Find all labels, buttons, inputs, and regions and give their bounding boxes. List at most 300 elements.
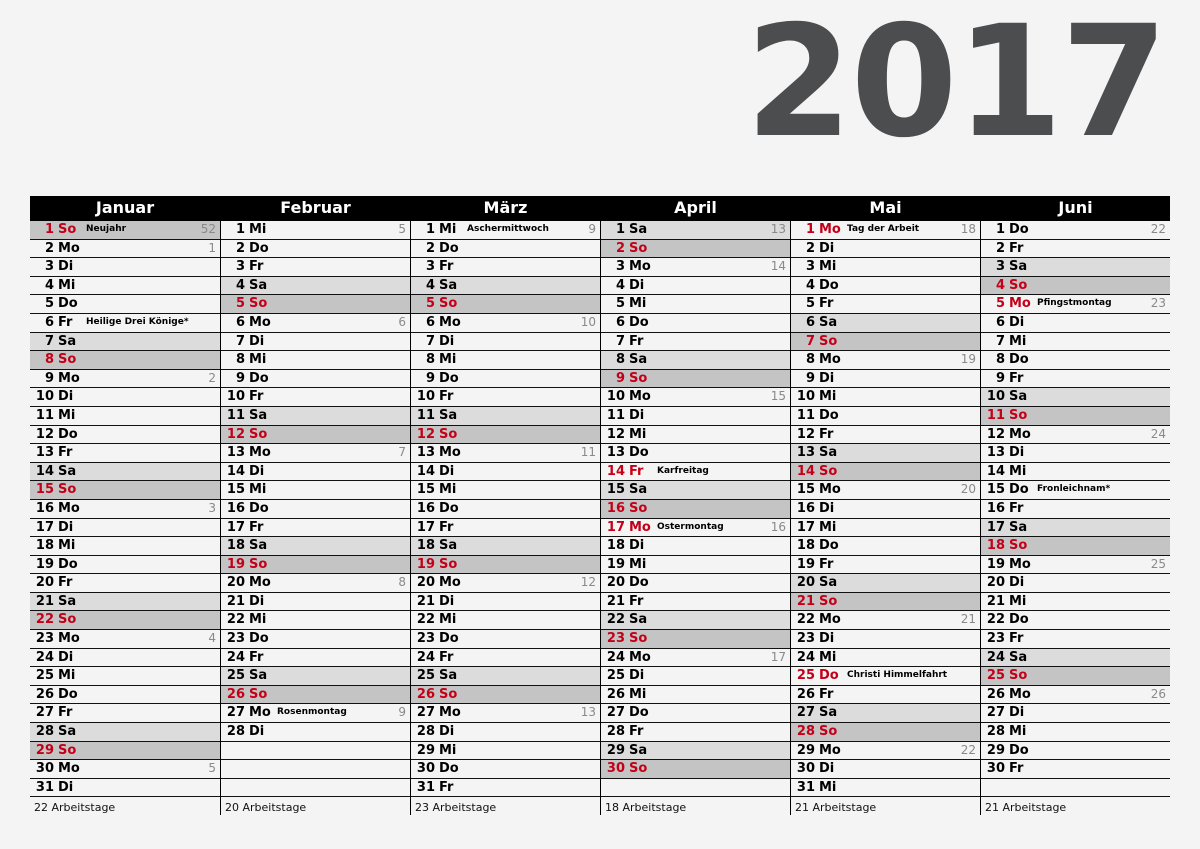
day-number: 7 (235, 333, 245, 349)
day-row (30, 556, 220, 575)
day-number: 2 (425, 240, 435, 256)
weekday: Fr (439, 259, 454, 275)
day-number: 22 (986, 612, 1005, 628)
weekday: Sa (1009, 259, 1028, 275)
day-row (411, 611, 600, 630)
day-row (981, 333, 1170, 352)
weekday: So (629, 761, 648, 777)
weekday: Mo (1009, 296, 1031, 312)
month-column (410, 196, 600, 815)
day-row (30, 742, 220, 761)
day-row (791, 351, 980, 370)
day-row (791, 649, 980, 668)
day-number: 2 (805, 240, 815, 256)
day-number: 30 (606, 761, 625, 777)
day-number: 13 (416, 445, 435, 461)
weekday: Mo (819, 742, 841, 758)
day-row (411, 388, 600, 407)
day-row (981, 388, 1170, 407)
day-number: 25 (796, 668, 815, 684)
weekday: Sa (58, 724, 77, 740)
day-number: 14 (986, 463, 1005, 479)
day-number: 1 (44, 222, 54, 237)
holiday-label: Fronleichnam* (1037, 484, 1111, 495)
weekday: Mi (439, 612, 457, 628)
week-number: 9 (588, 222, 596, 236)
weekday: Mi (249, 612, 267, 628)
day-row (601, 686, 790, 705)
day-row (411, 630, 600, 649)
weekday: So (439, 686, 458, 702)
day-list (30, 220, 220, 797)
day-number: 15 (226, 482, 245, 498)
weekday: Mi (1009, 463, 1027, 479)
day-number: 13 (986, 445, 1005, 461)
day-row (221, 630, 410, 649)
weekday: So (58, 352, 77, 368)
weekday: Do (1009, 352, 1029, 368)
weekday: Fr (58, 705, 73, 721)
day-number: 12 (416, 426, 435, 442)
day-number: 28 (226, 724, 245, 740)
weekday: Fr (819, 556, 834, 572)
day-number: 3 (995, 259, 1005, 275)
day-row (221, 593, 410, 612)
day-number: 10 (796, 389, 815, 405)
weekday: Mo (819, 222, 841, 237)
day-row (791, 277, 980, 296)
weekday: Mo (819, 352, 841, 368)
day-row (221, 426, 410, 445)
weekday: Mo (249, 314, 271, 330)
weekday: So (1009, 538, 1028, 554)
day-number: 8 (235, 352, 245, 368)
day-number: 5 (425, 296, 435, 312)
empty-row (981, 779, 1170, 798)
day-number: 11 (606, 407, 625, 423)
day-number: 17 (986, 519, 1005, 535)
day-row (601, 574, 790, 593)
day-row (411, 314, 600, 333)
day-row (411, 277, 600, 296)
day-number: 4 (425, 277, 435, 293)
weekday: Mo (249, 705, 271, 721)
month-column (600, 196, 790, 815)
day-number: 24 (986, 649, 1005, 665)
weekday: Mo (58, 240, 80, 256)
day-row (791, 240, 980, 259)
weekday: Di (629, 277, 645, 293)
weekday: Mi (439, 352, 457, 368)
day-row (791, 463, 980, 482)
empty-row (601, 779, 790, 798)
day-number: 17 (606, 519, 625, 535)
day-row (30, 277, 220, 296)
weekday: Mo (439, 314, 461, 330)
empty-row (221, 760, 410, 779)
day-number: 5 (44, 296, 54, 312)
day-number: 24 (606, 649, 625, 665)
weekday: Di (58, 779, 74, 795)
day-number: 4 (615, 277, 625, 293)
weekday: Do (58, 426, 78, 442)
day-row (791, 723, 980, 742)
day-row (30, 704, 220, 723)
weekday: Di (819, 500, 835, 516)
day-number: 9 (995, 370, 1005, 386)
day-row (411, 500, 600, 519)
weekday: Di (819, 240, 835, 256)
day-row (411, 779, 600, 798)
day-number: 18 (606, 538, 625, 554)
day-row (411, 537, 600, 556)
day-row (221, 370, 410, 389)
day-number: 21 (35, 593, 54, 609)
day-number: 20 (226, 575, 245, 591)
day-row (981, 221, 1170, 240)
month-header: Januar (30, 196, 220, 220)
weekday: Fr (1009, 761, 1024, 777)
day-number: 28 (986, 724, 1005, 740)
day-row (601, 221, 790, 240)
weekday: Mo (629, 649, 651, 665)
day-number: 27 (796, 705, 815, 721)
weekday: Di (1009, 575, 1025, 591)
day-number: 2 (44, 240, 54, 256)
day-row (411, 519, 600, 538)
day-number: 31 (35, 779, 54, 795)
day-number: 22 (606, 612, 625, 628)
day-row (601, 388, 790, 407)
day-row (411, 574, 600, 593)
day-number: 25 (986, 668, 1005, 684)
day-row (221, 388, 410, 407)
day-number: 17 (416, 519, 435, 535)
day-row (411, 649, 600, 668)
day-row (221, 611, 410, 630)
month-header: April (601, 196, 790, 220)
day-number: 14 (416, 463, 435, 479)
week-number: 3 (208, 500, 216, 515)
week-number: 2 (208, 370, 216, 385)
day-number: 18 (226, 538, 245, 554)
day-list (791, 220, 980, 797)
day-number: 9 (615, 370, 625, 386)
week-number: 13 (580, 705, 596, 720)
day-row (791, 704, 980, 723)
day-row (981, 593, 1170, 612)
weekday: Di (629, 407, 645, 423)
day-row (601, 407, 790, 426)
week-number: 19 (960, 352, 976, 367)
day-row (411, 723, 600, 742)
weekday: So (439, 296, 458, 312)
day-number: 20 (986, 575, 1005, 591)
day-number: 13 (226, 445, 245, 461)
day-row (411, 686, 600, 705)
weekday: Di (819, 631, 835, 647)
day-number: 15 (606, 482, 625, 498)
day-number: 26 (416, 686, 435, 702)
weekday: Sa (819, 445, 838, 461)
day-number: 11 (226, 407, 245, 423)
day-number: 25 (606, 668, 625, 684)
day-number: 27 (606, 705, 625, 721)
day-number: 6 (995, 314, 1005, 330)
day-number: 29 (796, 742, 815, 758)
weekday: Do (819, 407, 839, 423)
weekday: Mo (58, 370, 80, 386)
weekday: Mo (1009, 686, 1031, 702)
day-row (30, 314, 220, 333)
weekday: Do (439, 240, 459, 256)
day-row (981, 649, 1170, 668)
holiday-label: Rosenmontag (277, 707, 347, 718)
day-number: 30 (796, 761, 815, 777)
weekday: Di (58, 389, 74, 405)
day-row (981, 407, 1170, 426)
day-number: 26 (796, 686, 815, 702)
day-number: 25 (416, 668, 435, 684)
day-row (30, 667, 220, 686)
weekday: Di (249, 724, 265, 740)
day-row (981, 240, 1170, 259)
day-number: 16 (606, 500, 625, 516)
day-number: 26 (35, 686, 54, 702)
day-number: 22 (416, 612, 435, 628)
week-number: 52 (200, 222, 216, 236)
day-row (411, 333, 600, 352)
day-row (981, 742, 1170, 761)
weekday: Mi (58, 277, 76, 293)
week-number: 10 (580, 314, 596, 329)
day-number: 15 (35, 482, 54, 498)
day-number: 3 (235, 259, 245, 275)
day-row (221, 704, 410, 723)
weekday: Mi (819, 389, 837, 405)
day-number: 29 (986, 742, 1005, 758)
day-row (601, 630, 790, 649)
day-number: 14 (35, 463, 54, 479)
day-row (981, 277, 1170, 296)
weekday: Di (439, 593, 455, 609)
week-number: 4 (208, 631, 216, 646)
day-number: 24 (226, 649, 245, 665)
day-number: 4 (235, 277, 245, 293)
weekday: So (439, 426, 458, 442)
working-days-count: 21 Arbeitstage (985, 801, 1067, 815)
day-row (30, 333, 220, 352)
day-number: 14 (226, 463, 245, 479)
day-number: 21 (986, 593, 1005, 609)
day-row (411, 258, 600, 277)
day-row (30, 723, 220, 742)
weekday: Mo (249, 575, 271, 591)
day-row (30, 221, 220, 240)
day-number: 26 (226, 686, 245, 702)
day-row (601, 537, 790, 556)
day-row (601, 723, 790, 742)
day-row (791, 314, 980, 333)
day-row (791, 760, 980, 779)
weekday: Sa (249, 407, 268, 423)
holiday-label: Tag der Arbeit (847, 224, 920, 234)
weekday: Mi (58, 668, 76, 684)
day-number: 3 (805, 259, 815, 275)
weekday: So (1009, 668, 1028, 684)
week-number: 23 (1150, 296, 1166, 311)
day-number: 1 (805, 222, 815, 237)
weekday: Mo (629, 259, 651, 275)
day-number: 30 (416, 761, 435, 777)
weekday: Sa (249, 277, 268, 293)
weekday: Fr (819, 686, 834, 702)
day-number: 4 (995, 277, 1005, 293)
day-number: 24 (796, 649, 815, 665)
weekday: Di (819, 761, 835, 777)
day-row (30, 686, 220, 705)
day-row (601, 240, 790, 259)
day-number: 7 (805, 333, 815, 349)
day-row (411, 481, 600, 500)
day-row (601, 426, 790, 445)
weekday: Sa (439, 668, 458, 684)
day-row (411, 444, 600, 463)
day-number: 28 (796, 724, 815, 740)
day-row (791, 426, 980, 445)
day-row (791, 333, 980, 352)
day-row (601, 314, 790, 333)
day-number: 3 (44, 259, 54, 275)
day-number: 16 (796, 500, 815, 516)
day-number: 19 (796, 556, 815, 572)
day-row (30, 779, 220, 798)
weekday: Sa (1009, 389, 1028, 405)
day-number: 23 (606, 631, 625, 647)
day-list (411, 220, 600, 797)
day-number: 16 (416, 500, 435, 516)
day-row (791, 742, 980, 761)
week-number: 12 (580, 575, 596, 590)
day-number: 1 (425, 222, 435, 237)
day-number: 19 (226, 556, 245, 572)
week-number: 26 (1150, 686, 1166, 701)
day-row (30, 295, 220, 314)
day-row (791, 481, 980, 500)
day-number: 1 (615, 222, 625, 237)
day-row (791, 686, 980, 705)
day-row (791, 370, 980, 389)
weekday: Fr (819, 296, 834, 312)
weekday: So (58, 612, 77, 628)
day-number: 17 (796, 519, 815, 535)
day-row (601, 667, 790, 686)
day-row (411, 426, 600, 445)
weekday: Sa (819, 314, 838, 330)
day-row (30, 444, 220, 463)
day-row (601, 481, 790, 500)
day-row (30, 574, 220, 593)
day-row (221, 277, 410, 296)
day-row (221, 574, 410, 593)
day-row (791, 407, 980, 426)
day-number: 28 (35, 724, 54, 740)
weekday: So (58, 222, 77, 237)
day-row (981, 463, 1170, 482)
weekday: Fr (629, 593, 644, 609)
day-row (221, 481, 410, 500)
day-list (221, 220, 410, 797)
day-number: 10 (986, 389, 1005, 405)
weekday: Mo (819, 612, 841, 628)
day-number: 16 (35, 500, 54, 516)
day-row (981, 686, 1170, 705)
day-row (30, 611, 220, 630)
holiday-label: Aschermittwoch (467, 224, 549, 234)
day-number: 6 (805, 314, 815, 330)
day-row (981, 574, 1170, 593)
weekday: Mi (439, 742, 457, 758)
weekday: Fr (629, 463, 644, 479)
weekday: Di (629, 538, 645, 554)
day-row (791, 295, 980, 314)
day-number: 19 (35, 556, 54, 572)
day-number: 29 (416, 742, 435, 758)
day-row (601, 277, 790, 296)
day-row (601, 370, 790, 389)
weekday: Sa (439, 277, 458, 293)
day-row (30, 519, 220, 538)
day-row (601, 556, 790, 575)
weekday: Mi (1009, 333, 1027, 349)
day-row (30, 463, 220, 482)
weekday: Fr (58, 575, 73, 591)
weekday: Mi (249, 352, 267, 368)
day-row (981, 667, 1170, 686)
day-number: 20 (796, 575, 815, 591)
week-number: 1 (208, 240, 216, 255)
weekday: So (249, 686, 268, 702)
weekday: Mo (439, 575, 461, 591)
weekday: Di (439, 333, 455, 349)
weekday: Do (1009, 612, 1029, 628)
day-row (601, 444, 790, 463)
day-row (30, 537, 220, 556)
holiday-label: Ostermontag (657, 521, 724, 532)
weekday: Do (439, 631, 459, 647)
weekday: Sa (249, 668, 268, 684)
weekday: Mi (249, 482, 267, 498)
holiday-label: Karfreitag (657, 465, 709, 476)
day-number: 4 (44, 277, 54, 293)
month-column (790, 196, 980, 815)
day-row (601, 593, 790, 612)
weekday: Di (249, 463, 265, 479)
day-number: 19 (606, 556, 625, 572)
day-row (601, 649, 790, 668)
weekday: Mo (819, 482, 841, 498)
week-number: 25 (1150, 556, 1166, 571)
weekday: Do (819, 668, 839, 684)
day-row (30, 258, 220, 277)
day-number: 12 (796, 426, 815, 442)
day-row (411, 370, 600, 389)
day-number: 9 (425, 370, 435, 386)
holiday-label: Neujahr (86, 224, 127, 234)
weekday: Di (58, 649, 74, 665)
day-number: 1 (235, 222, 245, 237)
day-row (601, 519, 790, 538)
